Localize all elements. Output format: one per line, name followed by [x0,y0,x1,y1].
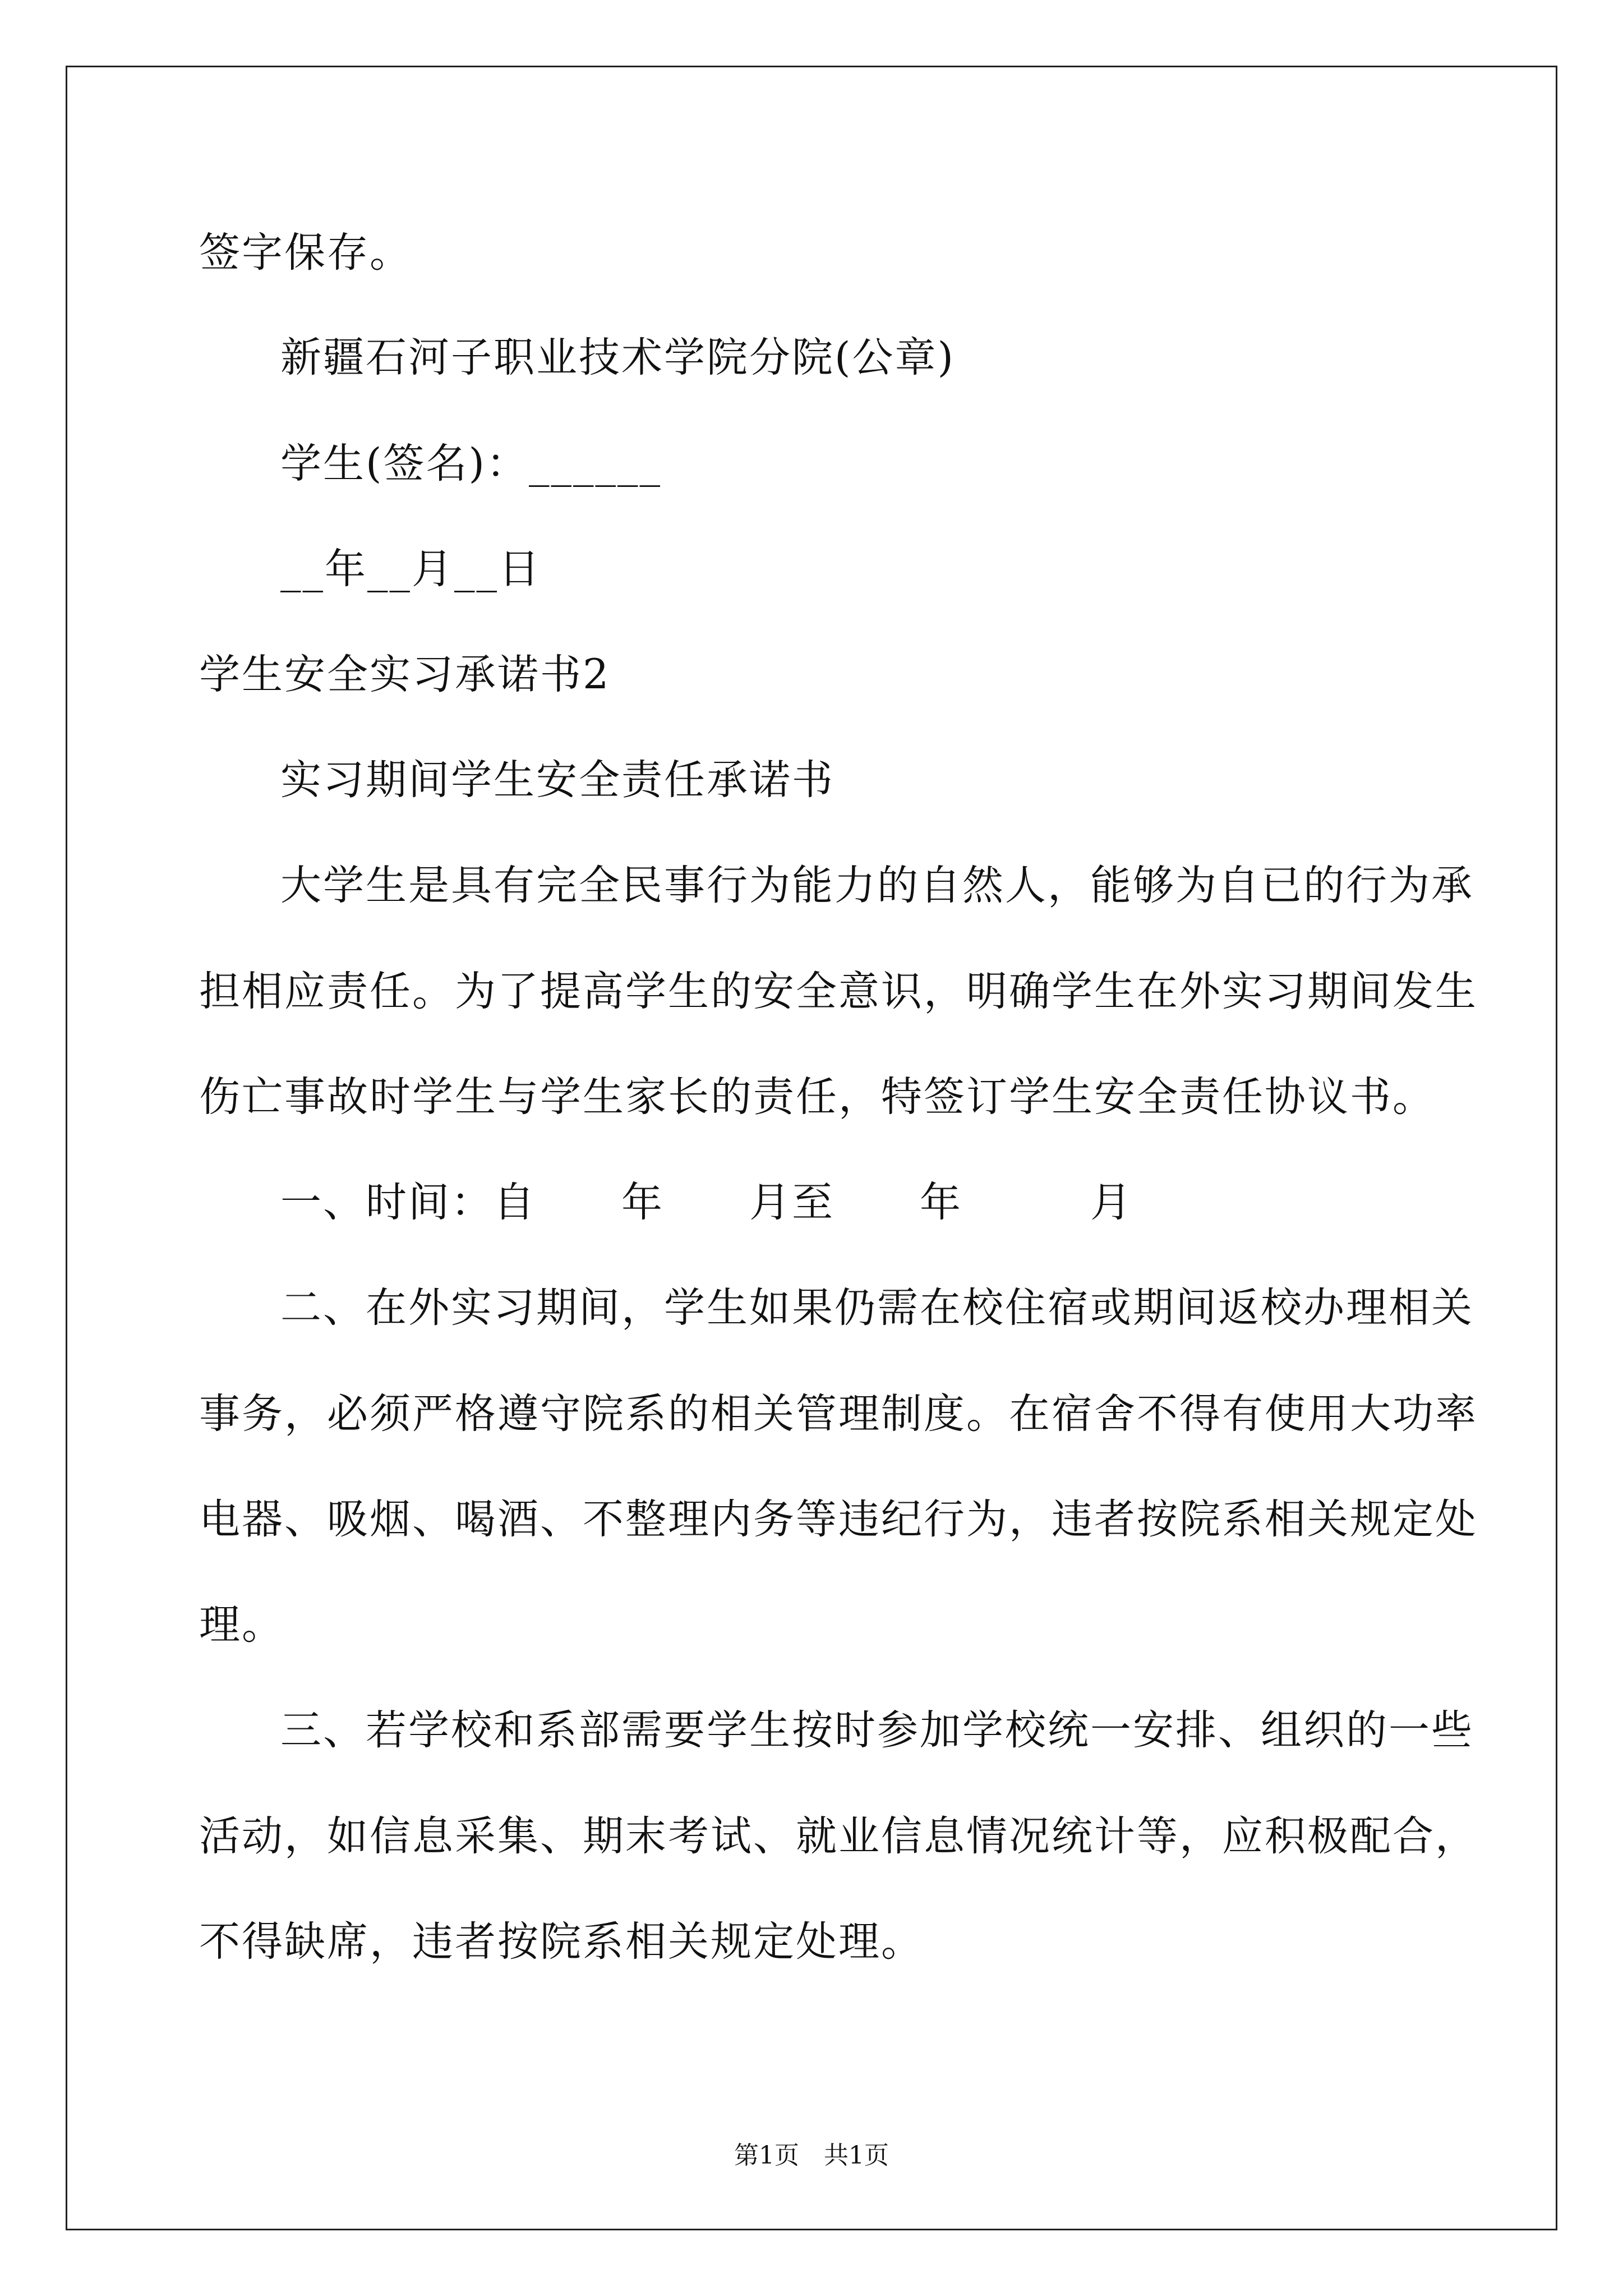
document-subtitle: 实习期间学生安全责任承诺书 [280,756,834,804]
paragraph-line: 事务，必须严格遵守院系的相关管理制度。在宿舍不得有使用大功率 [199,1390,1478,1438]
paragraph-line: 活动，如信息采集、期末考试、就业信息情况统计等，应积极配合， [199,1812,1478,1860]
section-title: 学生安全实习承诺书2 [199,651,611,698]
text-line-sign-save: 签字保存。 [199,229,412,277]
text-line-college-seal: 新疆石河子职业技术学院分院(公章) [280,334,955,381]
paragraph-line: 担相应责任。为了提高学生的安全意识，明确学生在外实习期间发生 [199,968,1478,1015]
page-footer: 第1页 共1页 [734,2141,889,2170]
paragraph-line: 不得缺席，违者按院系相关规定处理。 [199,1918,924,1966]
paragraph-line: 三、若学校和系部需要学生按时参加学校统一安排、组织的一些 [280,1706,1474,1754]
text-line-date: __年__月__日 [280,545,541,593]
clause-time-period: 一、时间：自 年 月至 年 月 [280,1179,1133,1226]
text-line-student-signature: 学生(签名)：______ [280,440,662,487]
paragraph-line: 伤亡事故时学生与学生家长的责任，特签订学生安全责任协议书。 [199,1073,1435,1121]
paragraph-line: 二、在外实习期间，学生如果仍需在校住宿或期间返校办理相关 [280,1284,1474,1332]
paragraph-line: 理。 [199,1601,284,1649]
paragraph-line: 大学生是具有完全民事行为能力的自然人，能够为自已的行为承 [280,862,1474,909]
paragraph-line: 电器、吸烟、喝酒、不整理内务等违纪行为，违者按院系相关规定处 [199,1496,1478,1543]
page-border [66,66,1557,2230]
